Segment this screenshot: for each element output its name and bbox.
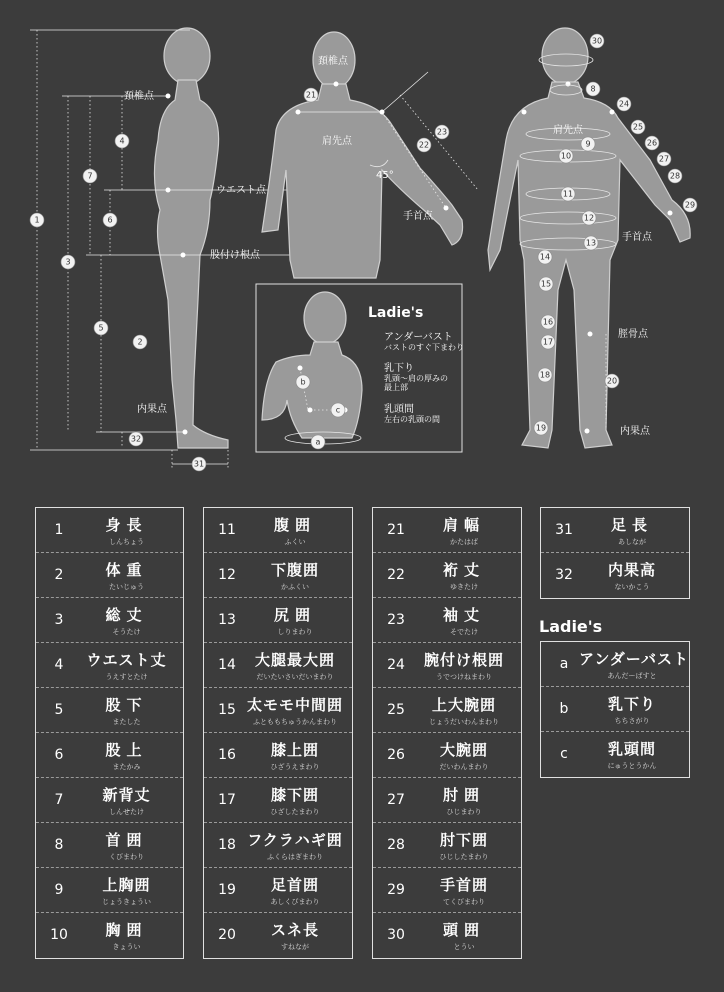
table-row	[541, 553, 689, 598]
back-neck-label: 頚椎点	[318, 56, 348, 67]
row-number: 9	[54, 882, 64, 898]
row-reading: だいたいさいだいまわり	[256, 673, 334, 681]
row-reading: しりまわり	[277, 628, 313, 636]
marker-24	[617, 97, 631, 111]
row-name: 膝下囲	[270, 786, 319, 804]
row-name: 乳下り	[607, 695, 656, 713]
row-name: 乳頭間	[607, 740, 656, 758]
row-name: 大腿最大囲	[254, 651, 335, 669]
table-row	[204, 913, 352, 958]
row-number: 24	[387, 657, 405, 673]
side-ankle-label: 内果点	[137, 404, 167, 415]
marker-b	[296, 375, 310, 389]
table-row	[36, 598, 183, 643]
marker-label: 21	[305, 90, 317, 100]
marker-label: 4	[119, 136, 125, 146]
table-row	[373, 688, 521, 733]
marker-22	[417, 138, 431, 152]
row-name: 股下	[105, 696, 148, 714]
table-row	[373, 553, 521, 598]
table-row	[36, 553, 183, 598]
row-reading: たいじゅう	[109, 583, 144, 591]
marker-4	[115, 134, 129, 148]
row-reading: しんちょう	[109, 538, 144, 546]
marker-label: c	[335, 405, 341, 415]
table-row	[204, 778, 352, 823]
marker-label: 15	[540, 279, 552, 289]
measurement-table-2	[203, 507, 353, 959]
row-number: 8	[54, 837, 64, 853]
row-number: 26	[387, 747, 405, 763]
row-reading: またかみ	[112, 763, 141, 771]
marker-label: 8	[590, 84, 596, 94]
marker-7	[83, 169, 97, 183]
table-row	[373, 733, 521, 778]
row-number: a	[559, 656, 569, 672]
marker-16	[541, 315, 555, 329]
row-reading: かふくい	[281, 583, 309, 591]
table-row	[373, 868, 521, 913]
row-reading: ひざうえまわり	[270, 763, 320, 771]
table-row	[204, 823, 352, 868]
row-reading: にゅうとうかん	[607, 762, 657, 770]
row-number: 18	[218, 837, 236, 853]
marker-label: 25	[632, 122, 644, 132]
row-name: 体重	[105, 561, 148, 579]
row-reading: そうたけ	[112, 628, 141, 636]
table-row	[36, 913, 183, 958]
table-row	[204, 733, 352, 778]
ladies-table	[540, 641, 690, 778]
row-number: 28	[387, 837, 405, 853]
marker-28	[668, 169, 682, 183]
front-wrist-label: 手首点	[622, 232, 652, 243]
marker-label: 11	[562, 189, 574, 199]
front-shoulder-label: 肩先点	[553, 125, 583, 136]
table-row	[36, 823, 183, 868]
row-name: 上胸囲	[102, 876, 151, 894]
side-figure	[154, 28, 228, 448]
row-number: 21	[387, 522, 405, 538]
row-name: 腹囲	[273, 516, 316, 534]
table-row	[204, 643, 352, 688]
row-number: 7	[54, 792, 64, 808]
row-number: 30	[387, 927, 405, 943]
row-reading: あしなが	[618, 538, 646, 546]
marker-8	[586, 82, 600, 96]
row-name: 身長	[105, 516, 148, 534]
row-reading: ないかこう	[614, 583, 650, 591]
marker-14	[538, 250, 552, 264]
table-row	[373, 643, 521, 688]
marker-18	[538, 368, 552, 382]
row-name: 股上	[105, 741, 148, 759]
marker-11	[561, 187, 575, 201]
marker-label: 31	[193, 459, 205, 469]
row-number: 11	[218, 522, 236, 538]
marker-13	[584, 236, 598, 250]
row-number: b	[559, 701, 569, 717]
table-row	[541, 732, 689, 777]
row-reading: ひざしたまわり	[270, 808, 320, 816]
row-reading: ちちさがり	[614, 717, 650, 725]
row-name: 大腕囲	[439, 741, 488, 759]
ladies-a-name: アンダーバスト	[384, 332, 453, 343]
row-name: 腕付け根囲	[423, 651, 504, 669]
row-number: 31	[555, 522, 573, 538]
marker-17	[541, 335, 555, 349]
row-reading: ひじしたまわり	[439, 853, 489, 861]
marker-30	[590, 34, 604, 48]
marker-32	[129, 432, 143, 446]
side-neck-label: 頚椎点	[124, 91, 154, 102]
row-name: 手首囲	[439, 876, 488, 894]
row-name: 裄丈	[442, 561, 485, 579]
row-reading: そでたけ	[450, 628, 478, 636]
marker-label: 23	[436, 127, 448, 137]
marker-20	[605, 374, 619, 388]
table-row	[36, 733, 183, 778]
table-row	[204, 553, 352, 598]
row-number: c	[560, 746, 568, 762]
marker-label: 32	[130, 434, 142, 444]
row-name: アンダーバスト	[579, 650, 690, 668]
measurement-table-3	[372, 507, 522, 959]
marker-19	[534, 421, 548, 435]
row-reading: しんせたけ	[109, 808, 144, 816]
row-name: 尻囲	[273, 606, 316, 624]
ladies-c-desc: 左右の乳頭の間	[384, 415, 440, 424]
marker-label: 9	[585, 139, 591, 149]
row-number: 29	[387, 882, 405, 898]
table-row	[36, 643, 183, 688]
marker-label: 12	[583, 213, 595, 223]
table-row	[36, 778, 183, 823]
ladies-a-desc: バストのすぐ下まわり	[384, 343, 464, 352]
marker-label: 6	[107, 215, 113, 225]
row-name: 新背丈	[102, 786, 151, 804]
ladies-c-name: 乳頭間	[384, 404, 414, 415]
table-row	[204, 688, 352, 733]
row-reading: うでつけねまわり	[436, 673, 492, 681]
front-ankle-label: 内果点	[620, 426, 650, 437]
row-reading: ふとももちゅうかんまわり	[253, 718, 337, 726]
marker-3	[61, 255, 75, 269]
table-row	[204, 598, 352, 643]
marker-9	[581, 137, 595, 151]
marker-label: 7	[87, 171, 93, 181]
marker-5	[94, 321, 108, 335]
row-name: 肘下囲	[439, 831, 488, 849]
marker-label: 30	[591, 36, 603, 46]
row-name: 首囲	[105, 831, 148, 849]
row-name: 上大腕囲	[431, 696, 496, 714]
row-name: 下腹囲	[270, 561, 319, 579]
row-reading: またした	[112, 718, 141, 726]
marker-label: 29	[684, 200, 696, 210]
measurement-table-4	[540, 507, 690, 599]
row-name: 肘囲	[442, 786, 485, 804]
side-crotch-label: 股付け根点	[210, 250, 260, 261]
side-waist-label: ウエスト点	[216, 185, 266, 196]
marker-label: 1	[34, 215, 40, 225]
table-row	[204, 508, 352, 553]
row-reading: くびまわり	[109, 853, 144, 861]
marker-label: 26	[646, 138, 658, 148]
row-name: スネ長	[270, 921, 319, 939]
marker-10	[559, 149, 573, 163]
ladies-b-desc2: 最上部	[384, 383, 408, 392]
row-name: 足首囲	[270, 876, 319, 894]
ladies-b-name: 乳下り	[384, 363, 414, 374]
back-wrist-label: 手首点	[403, 211, 433, 222]
marker-29	[683, 198, 697, 212]
row-name: フクラハギ囲	[247, 831, 343, 849]
marker-label: 27	[658, 154, 670, 164]
marker-label: 17	[542, 337, 554, 347]
back-shoulder-label: 肩先点	[322, 136, 352, 147]
table-row	[204, 868, 352, 913]
table-row	[373, 598, 521, 643]
row-number: 1	[54, 522, 64, 538]
row-name: 袖丈	[442, 606, 485, 624]
row-number: 27	[387, 792, 405, 808]
marker-12	[582, 211, 596, 225]
row-number: 19	[218, 882, 236, 898]
marker-1	[30, 213, 44, 227]
row-name: ウエスト丈	[86, 651, 167, 669]
table-row	[373, 823, 521, 868]
row-reading: じょうだいわんまわり	[429, 718, 499, 726]
row-reading: じょうきょうい	[102, 898, 151, 906]
row-reading: うえすとたけ	[105, 673, 148, 681]
marker-23	[435, 125, 449, 139]
marker-27	[657, 152, 671, 166]
row-reading: すねなが	[281, 943, 309, 951]
marker-a	[311, 435, 325, 449]
row-reading: てくびまわり	[443, 898, 485, 906]
row-name: 総丈	[105, 606, 148, 624]
row-name: 足長	[610, 516, 653, 534]
row-reading: ひじまわり	[446, 808, 482, 816]
row-number: 14	[218, 657, 236, 673]
row-number: 5	[54, 702, 64, 718]
marker-label: 14	[539, 252, 551, 262]
row-reading: あんだーばすと	[607, 672, 657, 680]
row-number: 25	[387, 702, 405, 718]
marker-25	[631, 120, 645, 134]
table-row	[36, 868, 183, 913]
row-reading: とうい	[453, 943, 475, 951]
row-name: 膝上囲	[270, 741, 319, 759]
table-row	[373, 778, 521, 823]
table-row	[541, 508, 689, 553]
marker-2	[133, 335, 147, 349]
marker-label: a	[315, 437, 321, 447]
row-number: 3	[54, 612, 64, 628]
marker-label: 18	[539, 370, 551, 380]
row-number: 13	[218, 612, 236, 628]
row-name: 胸囲	[105, 921, 148, 939]
table-row	[36, 508, 183, 553]
row-number: 22	[387, 567, 405, 583]
row-name: 内果高	[607, 561, 656, 579]
marker-26	[645, 136, 659, 150]
table-row	[541, 642, 689, 687]
front-tibia-label: 脛骨点	[618, 329, 648, 340]
angle-label: 45°	[376, 170, 394, 181]
marker-label: 19	[535, 423, 547, 433]
marker-15	[539, 277, 553, 291]
ladies-heading: Ladie's	[539, 617, 603, 636]
marker-label: 22	[418, 140, 430, 150]
row-number: 6	[54, 747, 64, 763]
marker-label: 28	[669, 171, 681, 181]
marker-label: 13	[585, 238, 597, 248]
marker-label: 16	[542, 317, 554, 327]
marker-label: 20	[606, 376, 618, 386]
row-number: 16	[218, 747, 236, 763]
row-reading: あしくびまわり	[270, 898, 320, 906]
row-reading: きょうい	[112, 943, 141, 951]
marker-label: 5	[98, 323, 104, 333]
marker-31	[192, 457, 206, 471]
marker-label: 2	[137, 337, 143, 347]
back-figure	[262, 32, 463, 278]
row-name: 頭囲	[442, 921, 485, 939]
row-reading: ゆきたけ	[450, 583, 478, 591]
row-reading: かたはば	[450, 538, 478, 546]
row-number: 4	[54, 657, 64, 673]
row-reading: ふくい	[284, 538, 306, 546]
row-number: 12	[218, 567, 236, 583]
marker-label: 24	[618, 99, 630, 109]
row-number: 20	[218, 927, 236, 943]
row-number: 2	[54, 567, 64, 583]
row-number: 23	[387, 612, 405, 628]
row-name: 太モモ中間囲	[246, 696, 343, 714]
marker-label: 10	[560, 151, 572, 161]
row-number: 17	[218, 792, 236, 808]
measurement-diagram	[0, 0, 724, 480]
ladies-b-desc: 乳頭〜肩の厚みの	[384, 374, 448, 383]
row-name: 肩幅	[442, 516, 485, 534]
row-number: 32	[555, 567, 573, 583]
row-number: 10	[50, 927, 68, 943]
row-reading: だいわんまわり	[439, 763, 489, 771]
marker-6	[103, 213, 117, 227]
marker-21	[304, 88, 318, 102]
table-row	[373, 508, 521, 553]
row-number: 15	[218, 702, 236, 718]
table-row	[36, 688, 183, 733]
marker-c	[331, 403, 345, 417]
ladies-box-title: Ladie's	[368, 305, 424, 321]
table-row	[541, 687, 689, 732]
measurement-table-1	[35, 507, 184, 959]
table-row	[373, 913, 521, 958]
row-reading: ふくらはぎまわり	[267, 853, 323, 861]
marker-label: 3	[65, 257, 71, 267]
marker-label: b	[300, 377, 306, 387]
